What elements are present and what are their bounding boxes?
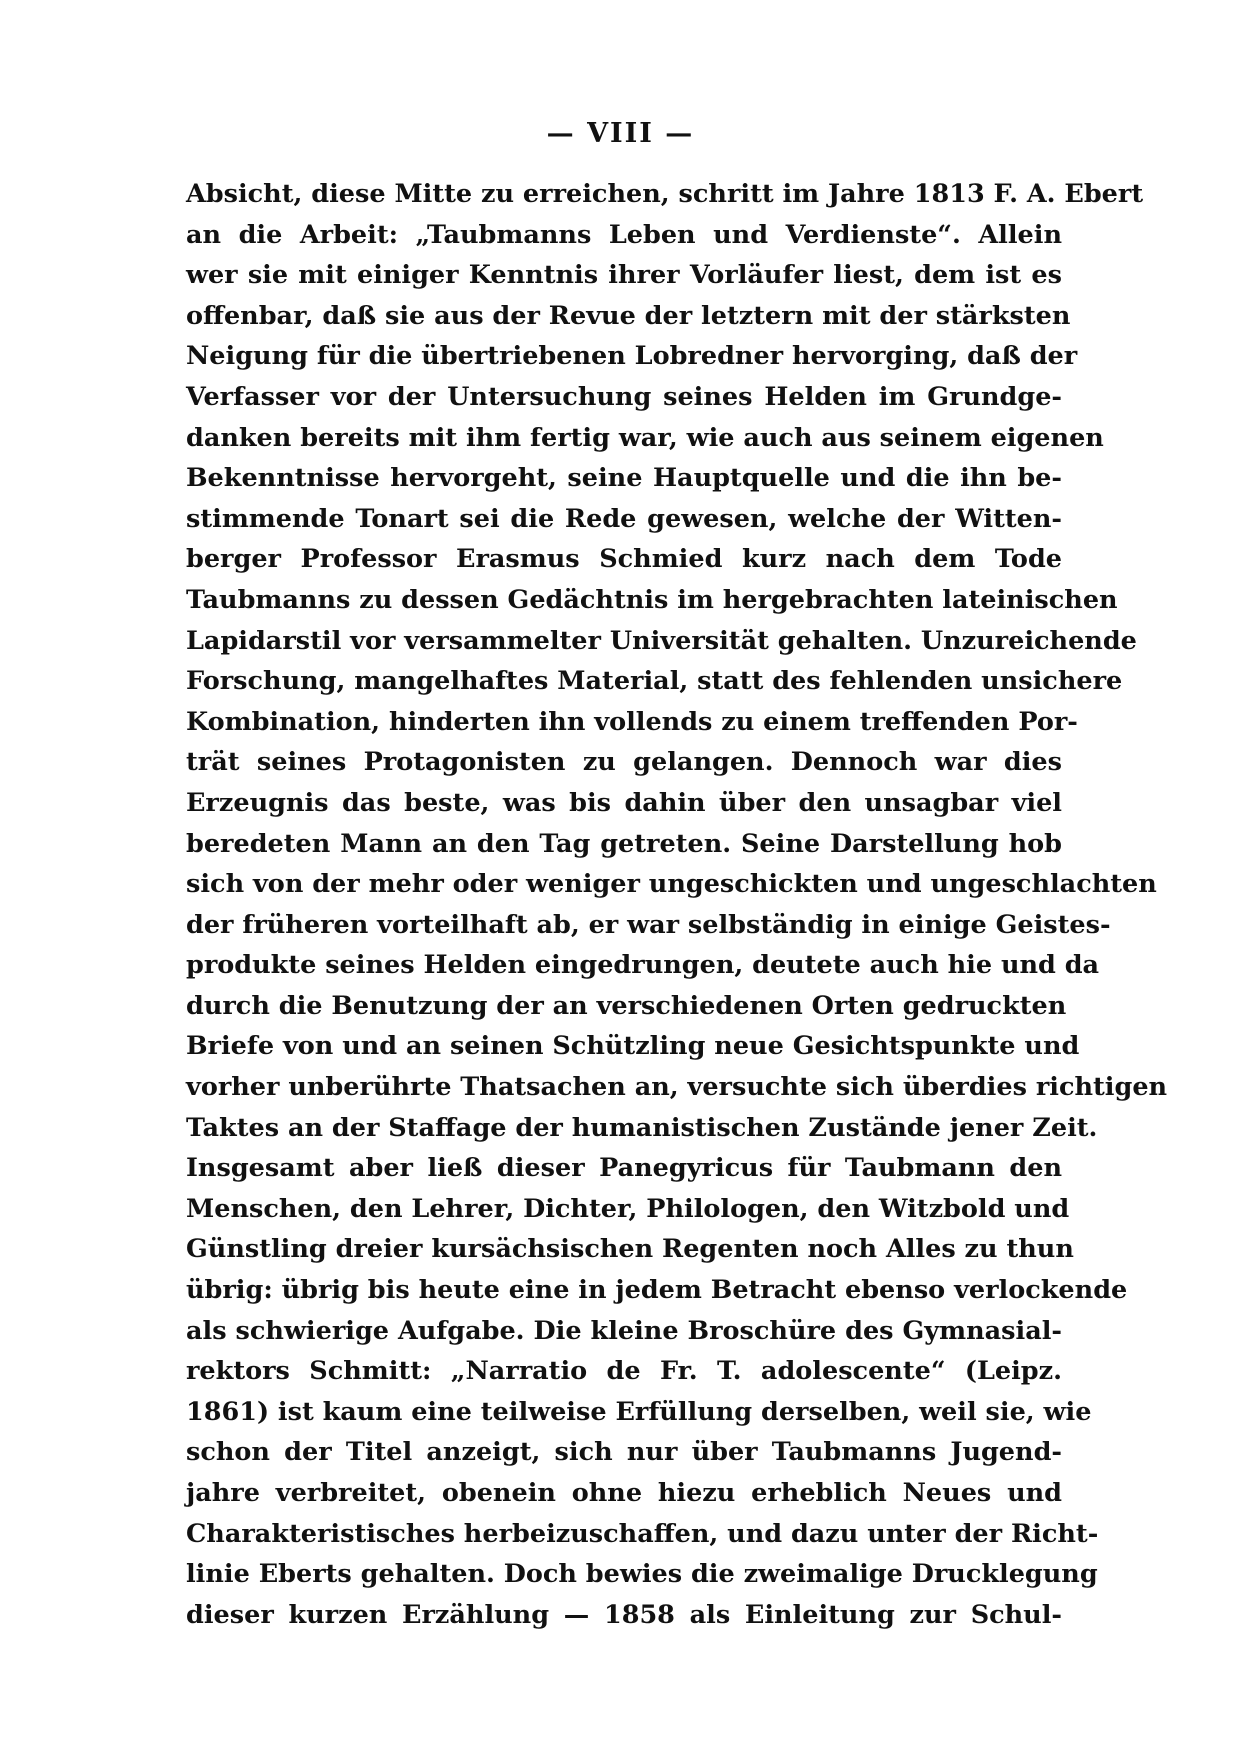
- text-line: an die Arbeit: „Taubmanns Leben und Verdienste“. Allein: [186, 219, 1062, 250]
- text-line: wer sie mit einiger Kenntnis ihrer Vorläufer liest, dem ist es: [186, 260, 1062, 291]
- text-line: produkte seines Helden eingedrungen, deutete auch hie und da: [186, 950, 1100, 981]
- text-line: beredeten Mann an den Tag getreten. Seine Darstellung hob: [186, 828, 1062, 859]
- text-line: Bekenntnisse hervorgeht, seine Hauptquelle und die ihn be-: [186, 463, 1062, 494]
- text-line: Neigung für die übertriebenen Lobredner hervorging, daß der: [186, 341, 1078, 372]
- text-line: berger Professor Erasmus Schmied kurz nach dem Tode: [186, 544, 1062, 575]
- text-line: Taktes an der Staffage der humanistischen Zustände jener Zeit.: [186, 1112, 1098, 1143]
- text-line: dieser kurzen Erzählung — 1858 als Einleitung zur Schul-: [186, 1599, 1062, 1630]
- text-line: Erzeugnis das beste, was bis dahin über den unsagbar viel: [186, 787, 1062, 818]
- text-line: offenbar, daß sie aus der Revue der letztern mit der stärksten: [186, 300, 1071, 331]
- page-number: — VIII —: [546, 118, 695, 149]
- text-line: Verfasser vor der Untersuchung seines Helden im Grundge-: [186, 381, 1062, 412]
- text-line: übrig: übrig bis heute eine in jedem Betracht ebenso verlockende: [186, 1275, 1128, 1306]
- text-line: Kombination, hinderten ihn vollends zu einem treffenden Por-: [186, 706, 1078, 737]
- text-line: Charakteristisches herbeizuschaffen, und dazu unter der Richt-: [186, 1518, 1099, 1549]
- text-line: durch die Benutzung der an verschiedenen Orten gedruckten: [186, 990, 1067, 1021]
- body-text: [186, 174, 1168, 1635]
- text-line: Menschen, den Lehrer, Dichter, Philologen, den Witzbold und: [186, 1193, 1070, 1224]
- text-line: Insgesamt aber ließ dieser Panegyricus für Taubmann den: [186, 1153, 1062, 1184]
- text-line: linie Eberts gehalten. Doch bewies die zweimalige Drucklegung: [186, 1559, 1098, 1590]
- text-line: Absicht, diese Mitte zu erreichen, schritt im Jahre 1813 F. A. Ebert: [186, 179, 1144, 209]
- text-line: als schwierige Aufgabe. Die kleine Broschüre des Gymnasial-: [186, 1315, 1062, 1346]
- text-line: schon der Titel anzeigt, sich nur über Taubmanns Jugend-: [186, 1437, 1062, 1468]
- text-line: Lapidarstil vor versammelter Universität gehalten. Unzureichende: [186, 625, 1137, 656]
- text-line: stimmende Tonart sei die Rede gewesen, welche der Witten-: [186, 503, 1062, 534]
- text-line: jahre verbreitet, obenein ohne hiezu erheblich Neues und: [186, 1478, 1062, 1508]
- text-line: 1861) ist kaum eine teilweise Erfüllung derselben, weil sie, wie: [186, 1396, 1092, 1427]
- text-line: der früheren vorteilhaft ab, er war selbständig in einige Geistes-: [186, 909, 1111, 940]
- text-line: Taubmanns zu dessen Gedächtnis im hergebrachten lateinischen: [186, 584, 1118, 615]
- text-line: trät seines Protagonisten zu gelangen. Dennoch war dies: [186, 747, 1062, 778]
- text-line: danken bereits mit ihm fertig war, wie auch aus seinem eigenen: [186, 422, 1104, 453]
- text-line: rektors Schmitt: „Narratio de Fr. T. adolescente“ (Leipz.: [186, 1356, 1062, 1387]
- text-line: sich von der mehr oder weniger ungeschickten und ungeschlachten: [186, 869, 1157, 900]
- text-line: Briefe von und an seinen Schützling neue Gesichtspunkte und: [186, 1031, 1080, 1062]
- text-line: Forschung, mangelhaftes Material, statt des fehlenden unsichere: [186, 666, 1123, 697]
- text-line: Günstling dreier kursächsischen Regenten noch Alles zu thun: [186, 1234, 1074, 1265]
- text-line: vorher unberührte Thatsachen an, versuchte sich überdies richtigen: [186, 1072, 1168, 1103]
